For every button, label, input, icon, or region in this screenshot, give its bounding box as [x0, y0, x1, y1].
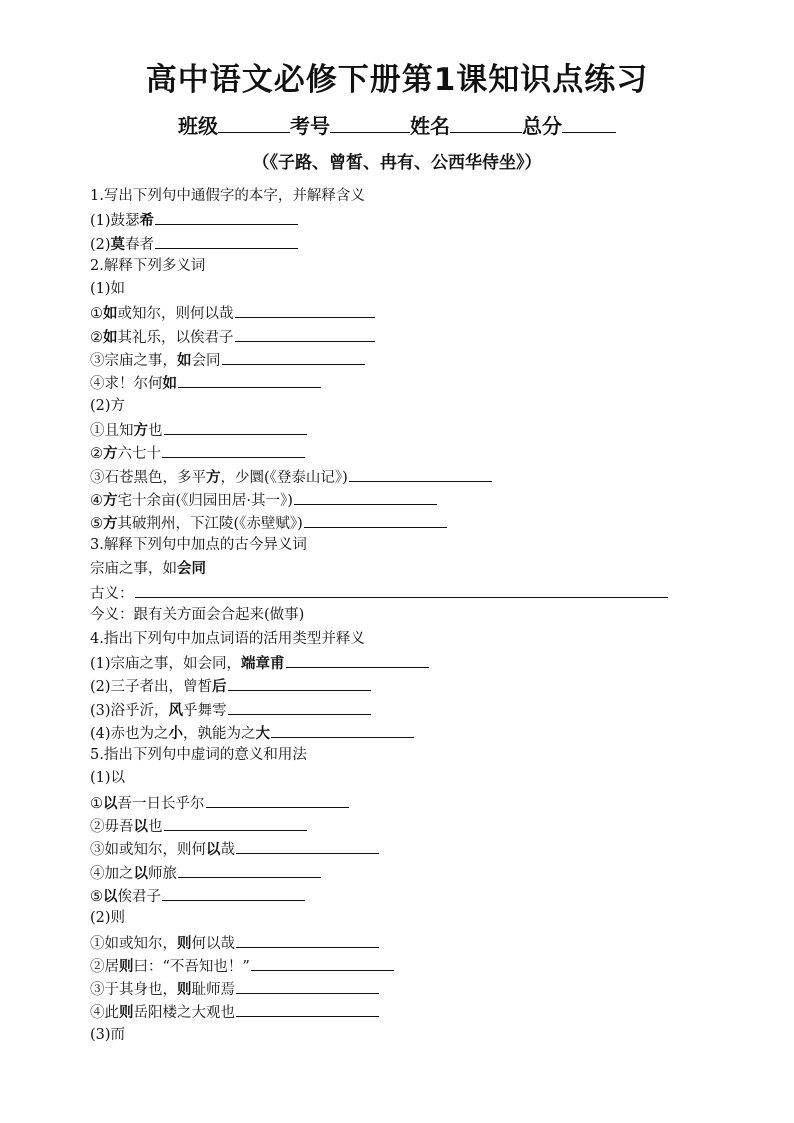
highlighted-word: 如 [177, 353, 192, 370]
highlighted-word: 莫 [110, 236, 126, 253]
exercise-line [90, 721, 690, 744]
class-blank[interactable] [218, 110, 290, 133]
exercise-line [90, 325, 690, 348]
page-subtitle: （《子路、曾皙、冉有、公西华侍坐》） [252, 153, 542, 173]
exercise-line [90, 1000, 690, 1023]
line-text: ④此 [90, 1005, 119, 1022]
exercise-line [90, 395, 690, 418]
answer-blank[interactable] [206, 791, 349, 808]
answer-blank[interactable] [178, 371, 321, 388]
line-text: (2)则 [90, 910, 126, 927]
line-text: 师旅 [148, 865, 177, 882]
exercise-line [90, 1024, 690, 1047]
answer-blank[interactable] [164, 814, 307, 831]
line-text: ① [90, 306, 103, 323]
highlighted-word: 方 [103, 492, 118, 509]
highlighted-word: 以 [103, 888, 118, 905]
highlighted-word: 则 [177, 982, 192, 999]
answer-blank[interactable] [178, 861, 321, 878]
highlighted-word: 后 [212, 679, 227, 696]
line-text: 吾一日长乎尔 [117, 795, 205, 812]
line-text: (1)如 [90, 281, 126, 298]
number-blank[interactable] [330, 110, 410, 133]
exercise-line [90, 954, 690, 977]
line-text: ④加之 [90, 865, 134, 882]
line-text: 也 [148, 819, 163, 836]
class-label: 班级 [178, 114, 218, 138]
line-text: 耻师焉 [191, 982, 235, 999]
line-text: (2)三子者出，曾皙 [90, 679, 213, 696]
highlighted-word: 风 [168, 702, 184, 719]
line-text: ④求！尔何 [90, 376, 163, 393]
line-text: 曰：“不吾知也！” [133, 958, 250, 975]
exercise-line [90, 488, 690, 511]
line-text: (4)赤也为之 [90, 725, 169, 742]
line-text: 2.解释下列多义词 [90, 257, 206, 274]
highlighted-word: 以 [206, 842, 221, 859]
answer-blank[interactable] [236, 837, 379, 854]
answer-blank[interactable] [251, 954, 394, 971]
line-text: 宅十余亩(《归园田居·其一》) [117, 492, 293, 509]
line-text: ③石苍黑色，多平 [90, 469, 206, 486]
line-text: 何以哉 [191, 935, 235, 952]
student-info-line [0, 110, 794, 140]
line-text: ③宗庙之事， [90, 353, 177, 370]
exercise-line [90, 861, 690, 884]
answer-blank[interactable] [304, 511, 447, 528]
exercise-line [90, 511, 690, 534]
line-text: 哉 [220, 842, 235, 859]
highlighted-word: 以 [133, 819, 148, 836]
answer-blank[interactable] [236, 931, 379, 948]
answer-blank[interactable] [235, 325, 375, 342]
highlighted-word: 如 [162, 376, 177, 393]
line-text: 六七十 [117, 446, 161, 463]
highlighted-word: 则 [177, 935, 192, 952]
highlighted-word: 会同 [177, 560, 206, 577]
line-text: 1.写出下列句中通假字的本字，并解释含义 [90, 188, 365, 204]
line-text: ①如或知尔， [90, 935, 177, 952]
line-text: ⑤ [90, 516, 103, 533]
line-text: 会同 [191, 353, 221, 370]
answer-blank[interactable] [222, 348, 365, 365]
answer-blank[interactable] [349, 465, 492, 482]
exercise-line [90, 208, 690, 231]
score-blank[interactable] [562, 110, 616, 133]
highlighted-word: 方 [103, 446, 118, 463]
line-text: 古义： [90, 586, 134, 603]
answer-blank[interactable] [135, 581, 668, 598]
exercise-line [90, 791, 690, 814]
line-text: (1)以 [90, 770, 126, 787]
line-text: 其破荆州，下江陵(《赤壁赋》) [117, 516, 303, 533]
exercise-line [90, 441, 690, 464]
exercise-line [90, 814, 690, 837]
exercise-line [90, 931, 690, 954]
line-text: (1)宗庙之事，如会同， [90, 655, 242, 672]
answer-blank[interactable] [236, 977, 379, 994]
exercise-line [90, 371, 690, 394]
answer-blank[interactable] [162, 441, 305, 458]
line-text: 或知尔，则何以哉 [117, 306, 234, 323]
highlighted-word: 则 [119, 1005, 134, 1022]
exercise-line [90, 651, 690, 674]
line-text: 宗庙之事，如 [90, 560, 177, 577]
line-text: ③如或知尔，则何 [90, 842, 206, 859]
exercise-line [90, 698, 690, 721]
page-title: 高中语文必修下册第1课知识点练习 [145, 62, 649, 98]
exercise-line [90, 977, 690, 1000]
line-text: (2) [90, 236, 111, 253]
name-blank[interactable] [450, 110, 522, 133]
line-text: ，孰能为之 [183, 725, 256, 742]
line-text: 也 [148, 422, 163, 439]
highlighted-word: 方 [206, 469, 221, 486]
answer-blank[interactable] [162, 884, 305, 901]
exercise-line [90, 418, 690, 441]
highlighted-word: 端章甫 [241, 655, 285, 672]
highlighted-word: 希 [139, 213, 155, 230]
answer-blank[interactable] [286, 651, 429, 668]
exercise-line [90, 744, 690, 767]
exercise-line [90, 767, 690, 790]
line-text: ⑤ [90, 888, 103, 905]
line-text: 今义：跟有关方面会合起来(做事) [90, 607, 305, 624]
line-text: 5.指出下列句中虚词的意义和用法 [90, 747, 307, 764]
line-text: 春者 [125, 236, 155, 253]
line-text: 4.指出下列句中加点词语的活用类型并释义 [90, 630, 365, 647]
exercise-line [90, 581, 690, 604]
line-text: (1)鼓瑟 [90, 213, 140, 230]
line-text: 乎舞雩 [183, 702, 227, 719]
answer-blank[interactable] [235, 301, 375, 318]
line-text: 3.解释下列句中加点的古今异义词 [90, 537, 307, 554]
exercise-line [90, 534, 690, 557]
answer-blank[interactable] [271, 721, 414, 738]
answer-blank[interactable] [228, 698, 371, 715]
highlighted-word: 大 [255, 725, 271, 742]
exercise-line [90, 604, 690, 627]
answer-blank[interactable] [155, 208, 298, 225]
line-text: ②居 [90, 958, 119, 975]
answer-blank[interactable] [155, 232, 298, 249]
highlighted-word: 如 [103, 306, 118, 323]
exercise-line [90, 301, 690, 324]
score-label: 总分 [522, 114, 562, 138]
line-text: 俟君子 [117, 888, 161, 905]
highlighted-word: 方 [133, 422, 148, 439]
exercise-line [90, 884, 690, 907]
line-text: (3)而 [90, 1026, 126, 1043]
exercise-line [90, 837, 690, 860]
exercise-line [90, 628, 690, 651]
line-text: ③于其身也， [90, 982, 177, 999]
exercise-line [90, 674, 690, 697]
line-text: 岳阳楼之大观也 [133, 1005, 235, 1022]
exercise-content [90, 185, 690, 1047]
name-label: 姓名 [410, 114, 450, 138]
line-text: ① [90, 795, 103, 812]
answer-blank[interactable] [236, 1000, 379, 1017]
line-text: ①且知 [90, 422, 134, 439]
exercise-line [90, 907, 690, 930]
exercise-line [90, 255, 690, 278]
line-text: ④ [90, 492, 103, 509]
answer-blank[interactable] [294, 488, 437, 505]
line-text: ② [90, 446, 103, 463]
exercise-line [90, 558, 690, 581]
line-text: 其礼乐，以俟君子 [117, 329, 234, 346]
line-text: (3)浴乎沂， [90, 702, 169, 719]
answer-blank[interactable] [228, 674, 371, 691]
highlighted-word: 小 [168, 725, 184, 742]
line-text: ，少圜(《登泰山记》) [220, 469, 348, 486]
highlighted-word: 以 [133, 865, 148, 882]
number-label: 考号 [290, 114, 330, 138]
line-text: (2)方 [90, 397, 126, 414]
highlighted-word: 以 [103, 795, 118, 812]
line-text: ② [90, 329, 103, 346]
exercise-line [90, 278, 690, 301]
exercise-line [90, 465, 690, 488]
line-text: ②毋吾 [90, 819, 134, 836]
exercise-line [90, 232, 690, 255]
highlighted-word: 如 [103, 329, 118, 346]
exercise-line [90, 185, 690, 208]
highlighted-word: 方 [103, 516, 118, 533]
answer-blank[interactable] [164, 418, 307, 435]
highlighted-word: 则 [119, 958, 134, 975]
exercise-line [90, 348, 690, 371]
